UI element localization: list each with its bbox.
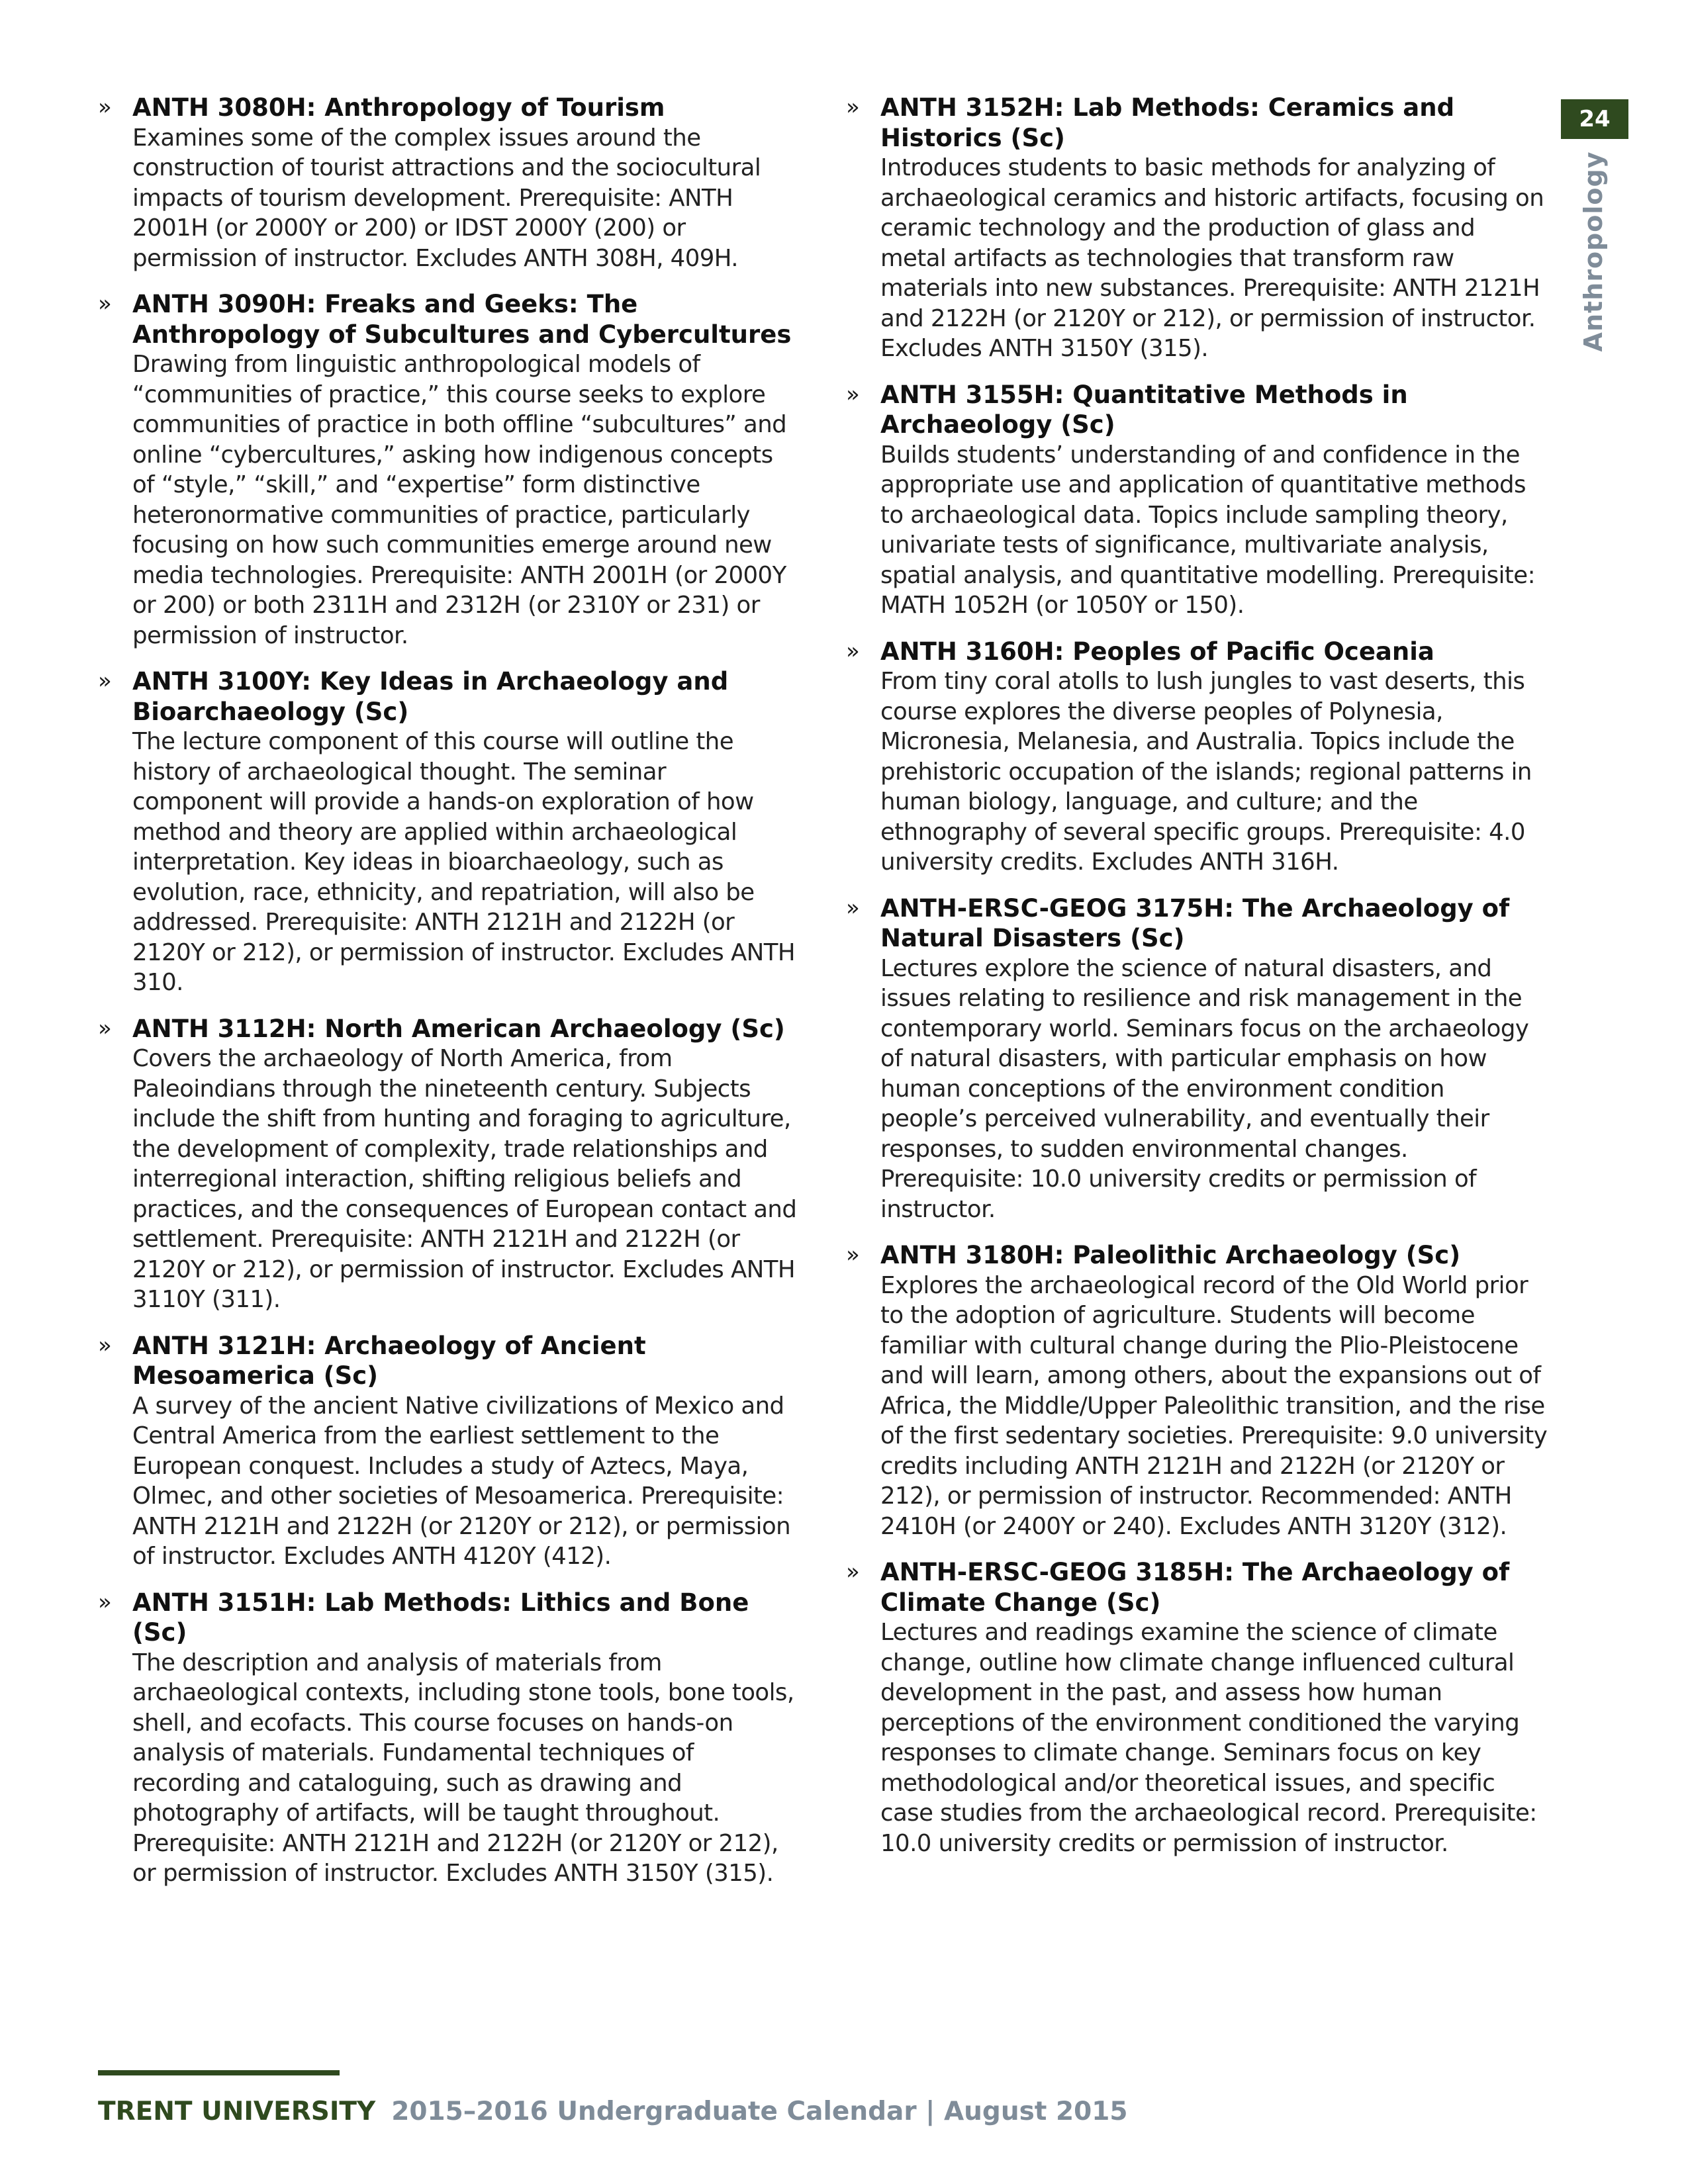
course-description: Drawing from linguistic anthropological models of “communities of practice,” this course seeks to explore communities of practice in both offline “subcultures” and online “cybercultures,” asking how indigenous concepts of “style,” “skill,” and “expertise” form distinctive heteronormative communities of practice, particularly focusing on how such communities emerge around new media technologies. Prerequisite: ANTH 2001H (or 2000Y or 200) or both 2311H and 2312H (or 2310Y or 231) or permission of instructor. bbox=[132, 351, 787, 649]
course-description: Lectures and readings examine the science of climate change, outline how climate change influenced cultural development in the past, and assess how human perceptions of the environment conditioned the varying responses to climate change. Seminars focus on key methodological and/or theoretical issues, and specific case studies from the archaeological record. Prerequisite: 10.0 university credits or permission of instructor. bbox=[880, 1619, 1537, 1857]
right-column bbox=[846, 93, 1548, 1874]
bullet-icon: » bbox=[98, 1332, 112, 1359]
course-description: Covers the archaeology of North America, from Paleoindians through the nineteenth century. Subjects include the shift from hunting and foraging to agriculture, the development of complexity, trade relationships and interregional interaction, shifting religious beliefs and practices, and the consequences of European contact and settlement. Prerequisite: ANTH 2121H and 2122H (or 2120Y or 212), or permission of instructor. Excludes ANTH 3110Y (311). bbox=[132, 1045, 797, 1313]
bullet-icon: » bbox=[98, 1015, 112, 1042]
bullet-icon: » bbox=[846, 94, 860, 120]
course-description: Examines some of the complex issues around the construction of tourist attractions and the sociocultural impacts of tourism development. Prerequisite: ANTH 2001H (or 2000Y or 200) or IDST 2000Y (200) or permission of instructor. Excludes ANTH 308H, 409H. bbox=[132, 124, 761, 272]
course-description: A survey of the ancient Native civilizations of Mexico and Central America from the earliest settlement to the European conquest. Includes a study of Aztecs, Maya, Olmec, and other societies of Mesoamerica. Prerequisite: ANTH 2121H and 2122H (or 2120Y or 212), or permission of instructor. Excludes ANTH 4120Y (412). bbox=[132, 1392, 791, 1570]
course-description: Introduces students to basic methods for analyzing of archaeological ceramics and historic artifacts, focusing on ceramic technology and the production of glass and metal artifacts as technologies that transform raw materials into new substances. Prerequisite: ANTH 2121H and 2122H (or 2120Y or 212), or permission of instructor. Excludes ANTH 3150Y (315). bbox=[880, 154, 1544, 362]
left-column bbox=[98, 93, 798, 1905]
bullet-icon: » bbox=[98, 94, 112, 120]
course-description: Builds students’ understanding of and confidence in the appropriate use and application of quantitative methods to archaeological data. Topics include sampling theory, univariate tests of significance, multivariate analysis, spatial analysis, and quantitative modelling. Prerequisite: MATH 1052H (or 1050Y or 150). bbox=[880, 441, 1535, 619]
course-entry bbox=[98, 1331, 798, 1572]
course-title: ANTH 3152H: Lab Methods: Ceramics and Historics (Sc) bbox=[880, 93, 1455, 152]
course-entry bbox=[846, 893, 1548, 1225]
course-title: ANTH 3121H: Archaeology of Ancient Mesoamerica (Sc) bbox=[132, 1331, 646, 1390]
course-entry bbox=[846, 1240, 1548, 1541]
course-title: ANTH 3151H: Lab Methods: Lithics and Bone (Sc) bbox=[132, 1588, 749, 1647]
course-entry bbox=[846, 637, 1548, 878]
bullet-icon: » bbox=[846, 894, 860, 921]
course-entry bbox=[846, 1557, 1548, 1858]
course-description: The lecture component of this course will outline the history of archaeological thought. The seminar component will provide a hands-on exploration of how method and theory are applied within archaeological interpretation. Key ideas in bioarchaeology, such as evolution, race, ethnicity, and repatriation, will also be addressed. Prerequisite: ANTH 2121H and 2122H (or 2120Y or 212), or permission of instructor. Excludes ANTH 310. bbox=[132, 728, 795, 996]
course-entry bbox=[98, 1014, 798, 1315]
bullet-icon: » bbox=[846, 1242, 860, 1268]
course-title: ANTH 3155H: Quantitative Methods in Archaeology (Sc) bbox=[880, 380, 1408, 439]
course-description: Explores the archaeological record of the Old World prior to the adoption of agriculture. Students will become familiar with cultural change during the Plio-Pleistocene and will learn, among others, about the expansions out of Africa, the Middle/Upper Paleolithic transition, and the rise of the first sedentary societies. Prerequisite: 9.0 university credits including ANTH 2121H and 2122H (or 2120Y or 212), or permission of instructor. Recommended: ANTH 2410H (or 2400Y or 240). Excludes ANTH 3120Y (312). bbox=[880, 1271, 1548, 1540]
course-title: ANTH 3080H: Anthropology of Tourism bbox=[132, 93, 665, 122]
course-entry bbox=[98, 93, 798, 273]
bullet-icon: » bbox=[846, 381, 860, 408]
course-title: ANTH-ERSC-GEOG 3175H: The Archaeology of Natural Disasters (Sc) bbox=[880, 893, 1510, 952]
bullet-icon: » bbox=[98, 291, 112, 317]
bullet-icon: » bbox=[846, 1559, 860, 1585]
page-number-badge: 24 bbox=[1561, 99, 1628, 139]
course-entry bbox=[98, 666, 798, 998]
footer-divider bbox=[98, 2070, 340, 2075]
course-entry bbox=[98, 289, 798, 651]
bullet-icon: » bbox=[846, 637, 860, 664]
course-entry bbox=[98, 1588, 798, 1889]
footer-calendar: 2015–2016 Undergraduate Calendar | August 2015 bbox=[391, 2097, 1128, 2126]
course-title: ANTH-ERSC-GEOG 3185H: The Archaeology of Climate Change (Sc) bbox=[880, 1558, 1510, 1617]
course-title: ANTH 3090H: Freaks and Geeks: The Anthropology of Subcultures and Cybercultures bbox=[132, 290, 792, 349]
section-side-label: Anthropology bbox=[1579, 151, 1608, 352]
page-footer bbox=[98, 2097, 1128, 2126]
bullet-icon: » bbox=[98, 1588, 112, 1615]
footer-university: TRENT UNIVERSITY bbox=[98, 2097, 376, 2126]
course-title: ANTH 3112H: North American Archaeology (Sc) bbox=[132, 1014, 785, 1043]
course-entry bbox=[846, 380, 1548, 621]
course-description: Lectures explore the science of natural disasters, and issues relating to resilience and risk management in the contemporary world. Seminars focus on the archaeology of natural disasters, with particular emphasis on how human conceptions of the environment condition people’s perceived vulnerability, and eventually their responses, to sudden environmental changes. Prerequisite: 10.0 university credits or permission of instructor. bbox=[880, 954, 1529, 1223]
course-entry bbox=[846, 93, 1548, 364]
course-title: ANTH 3100Y: Key Ideas in Archaeology and Bioarchaeology (Sc) bbox=[132, 667, 729, 726]
course-description: The description and analysis of materials from archaeological contexts, including stone tools, bone tools, shell, and ecofacts. This course focuses on hands-on analysis of materials. Fundamental techniques of recording and cataloguing, such as drawing and photography of artifacts, will be taught throughout. Prerequisite: ANTH 2121H and 2122H (or 2120Y or 212), or permission of instructor. Excludes ANTH 3150Y (315). bbox=[132, 1649, 794, 1887]
bullet-icon: » bbox=[98, 668, 112, 694]
course-description: From tiny coral atolls to lush jungles to vast deserts, this course explores the diverse peoples of Polynesia, Micronesia, Melanesia, and Australia. Topics include the prehistoric occupation of the islands; regional patterns in human biology, language, and culture; and the ethnography of several specific groups. Prerequisite: 4.0 university credits. Excludes ANTH 316H. bbox=[880, 668, 1532, 876]
course-title: ANTH 3160H: Peoples of Pacific Oceania bbox=[880, 637, 1434, 666]
course-title: ANTH 3180H: Paleolithic Archaeology (Sc) bbox=[880, 1241, 1461, 1269]
